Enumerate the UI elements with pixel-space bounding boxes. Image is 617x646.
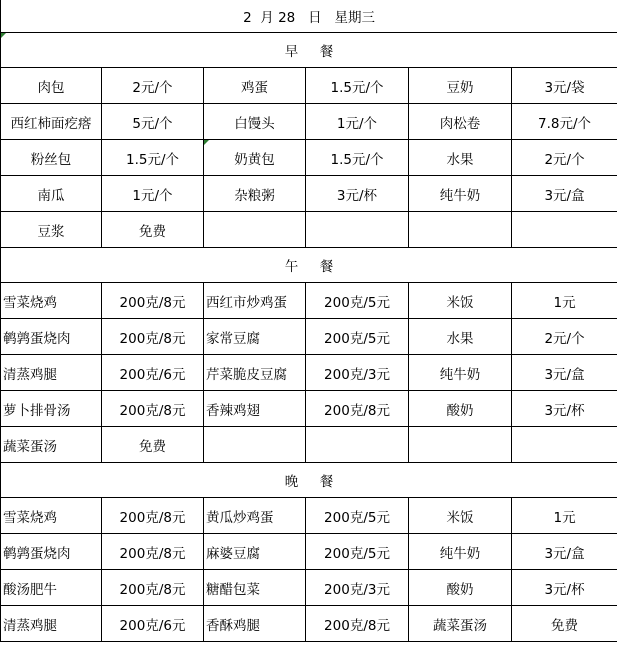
table-cell: 200克/6元	[102, 355, 204, 391]
table-cell: 200克/8元	[102, 283, 204, 319]
table-cell: 7.8元/个	[512, 104, 617, 140]
table-cell: 2元/个	[102, 68, 204, 104]
table-row	[1, 104, 617, 140]
table-cell: 水果	[409, 140, 512, 176]
table-cell: 清蒸鸡腿	[1, 606, 102, 642]
table-cell: 免费	[102, 427, 204, 463]
table-cell: 2元/个	[512, 319, 617, 355]
table-cell: 米饭	[409, 498, 512, 534]
title-month: 2	[243, 10, 252, 26]
table-cell	[409, 212, 512, 248]
table-cell: 雪菜烧鸡	[1, 498, 102, 534]
table-cell	[409, 427, 512, 463]
table-row	[1, 355, 617, 391]
table-cell: 1.5元/个	[306, 140, 409, 176]
date-title-row	[1, 0, 617, 33]
table-cell: 芹菜脆皮豆腐	[204, 355, 306, 391]
table-cell: 鹌鹑蛋烧肉	[1, 534, 102, 570]
table-cell: 3元/杯	[512, 391, 617, 427]
table-cell: 西红市炒鸡蛋	[204, 283, 306, 319]
table-cell: 200克/8元	[102, 570, 204, 606]
table-row	[1, 68, 617, 104]
table-cell: 蔬菜蛋汤	[1, 427, 102, 463]
table-cell	[512, 212, 617, 248]
table-row	[1, 212, 617, 248]
table-cell: 肉包	[1, 68, 102, 104]
table-cell: 酸奶	[409, 391, 512, 427]
table-cell: 200克/8元	[102, 391, 204, 427]
table-cell: 香辣鸡翅	[204, 391, 306, 427]
table-cell: 200克/5元	[306, 319, 409, 355]
table-cell: 200克/6元	[102, 606, 204, 642]
table-cell: 纯牛奶	[409, 534, 512, 570]
title-weekday: 星期三	[334, 10, 375, 26]
table-cell: 纯牛奶	[409, 355, 512, 391]
table-cell: 200克/5元	[306, 283, 409, 319]
table-cell: 200克/3元	[306, 570, 409, 606]
title-day-unit: 日	[308, 10, 322, 26]
table-row	[1, 570, 617, 606]
table-cell: 杂粮粥	[204, 176, 306, 212]
table-cell: 3元/盒	[512, 176, 617, 212]
table-cell	[204, 212, 306, 248]
table-cell: 1.5元/个	[306, 68, 409, 104]
table-cell: 1元	[512, 498, 617, 534]
table-cell: 3元/袋	[512, 68, 617, 104]
table-cell: 200克/8元	[306, 391, 409, 427]
table-cell: 黄瓜炒鸡蛋	[204, 498, 306, 534]
table-cell: 200克/8元	[102, 534, 204, 570]
table-cell: 豆浆	[1, 212, 102, 248]
breakfast-heading: 早 餐	[1, 33, 617, 68]
table-cell: 200克/8元	[306, 606, 409, 642]
table-row	[1, 427, 617, 463]
table-cell: 5元/个	[102, 104, 204, 140]
cell-marker-icon	[1, 33, 6, 38]
table-row	[1, 534, 617, 570]
table-cell: 1元/个	[102, 176, 204, 212]
table-cell: 鸡蛋	[204, 68, 306, 104]
table-cell	[306, 427, 409, 463]
table-cell: 香酥鸡腿	[204, 606, 306, 642]
dinner-heading-row	[1, 463, 617, 498]
table-cell: 白馒头	[204, 104, 306, 140]
table-cell: 蔬菜蛋汤	[409, 606, 512, 642]
table-cell	[204, 427, 306, 463]
table-cell: 1.5元/个	[102, 140, 204, 176]
table-cell: 3元/盒	[512, 355, 617, 391]
lunch-heading: 午 餐	[1, 248, 617, 283]
table-row	[1, 319, 617, 355]
table-cell: 家常豆腐	[204, 319, 306, 355]
table-cell: 奶黄包	[204, 140, 306, 176]
table-cell: 纯牛奶	[409, 176, 512, 212]
table-cell: 1元/个	[306, 104, 409, 140]
table-cell: 酸汤肥牛	[1, 570, 102, 606]
table-cell: 水果	[409, 319, 512, 355]
table-cell: 3元/杯	[306, 176, 409, 212]
table-cell: 免费	[102, 212, 204, 248]
table-row	[1, 176, 617, 212]
table-cell: 南瓜	[1, 176, 102, 212]
table-cell: 200克/5元	[306, 534, 409, 570]
table-row	[1, 498, 617, 534]
table-row	[1, 140, 617, 176]
table-cell: 西红柿面疙瘩	[1, 104, 102, 140]
breakfast-heading-row	[1, 33, 617, 68]
table-cell: 200克/8元	[102, 498, 204, 534]
table-cell: 免费	[512, 606, 617, 642]
table-cell: 1元	[512, 283, 617, 319]
table-row	[1, 283, 617, 319]
table-cell: 3元/杯	[512, 570, 617, 606]
table-cell: 粉丝包	[1, 140, 102, 176]
table-cell	[306, 212, 409, 248]
table-cell: 糖醋包菜	[204, 570, 306, 606]
date-title	[1, 0, 617, 33]
lunch-heading-row	[1, 248, 617, 283]
table-cell: 肉松卷	[409, 104, 512, 140]
table-row	[1, 391, 617, 427]
table-cell: 200克/3元	[306, 355, 409, 391]
table-cell: 萝卜排骨汤	[1, 391, 102, 427]
table-cell: 雪菜烧鸡	[1, 283, 102, 319]
table-cell: 200克/8元	[102, 319, 204, 355]
table-cell: 3元/盒	[512, 534, 617, 570]
title-day: 28	[278, 10, 296, 26]
table-cell: 200克/5元	[306, 498, 409, 534]
table-cell: 清蒸鸡腿	[1, 355, 102, 391]
cell-marker-icon	[204, 140, 209, 145]
dinner-heading: 晚 餐	[1, 463, 617, 498]
table-cell: 2元/个	[512, 140, 617, 176]
table-cell: 鹌鹑蛋烧肉	[1, 319, 102, 355]
table-cell	[512, 427, 617, 463]
table-cell: 麻婆豆腐	[204, 534, 306, 570]
table-cell: 豆奶	[409, 68, 512, 104]
table-row	[1, 606, 617, 642]
title-month-unit: 月	[260, 10, 274, 26]
table-cell: 米饭	[409, 283, 512, 319]
table-cell: 酸奶	[409, 570, 512, 606]
